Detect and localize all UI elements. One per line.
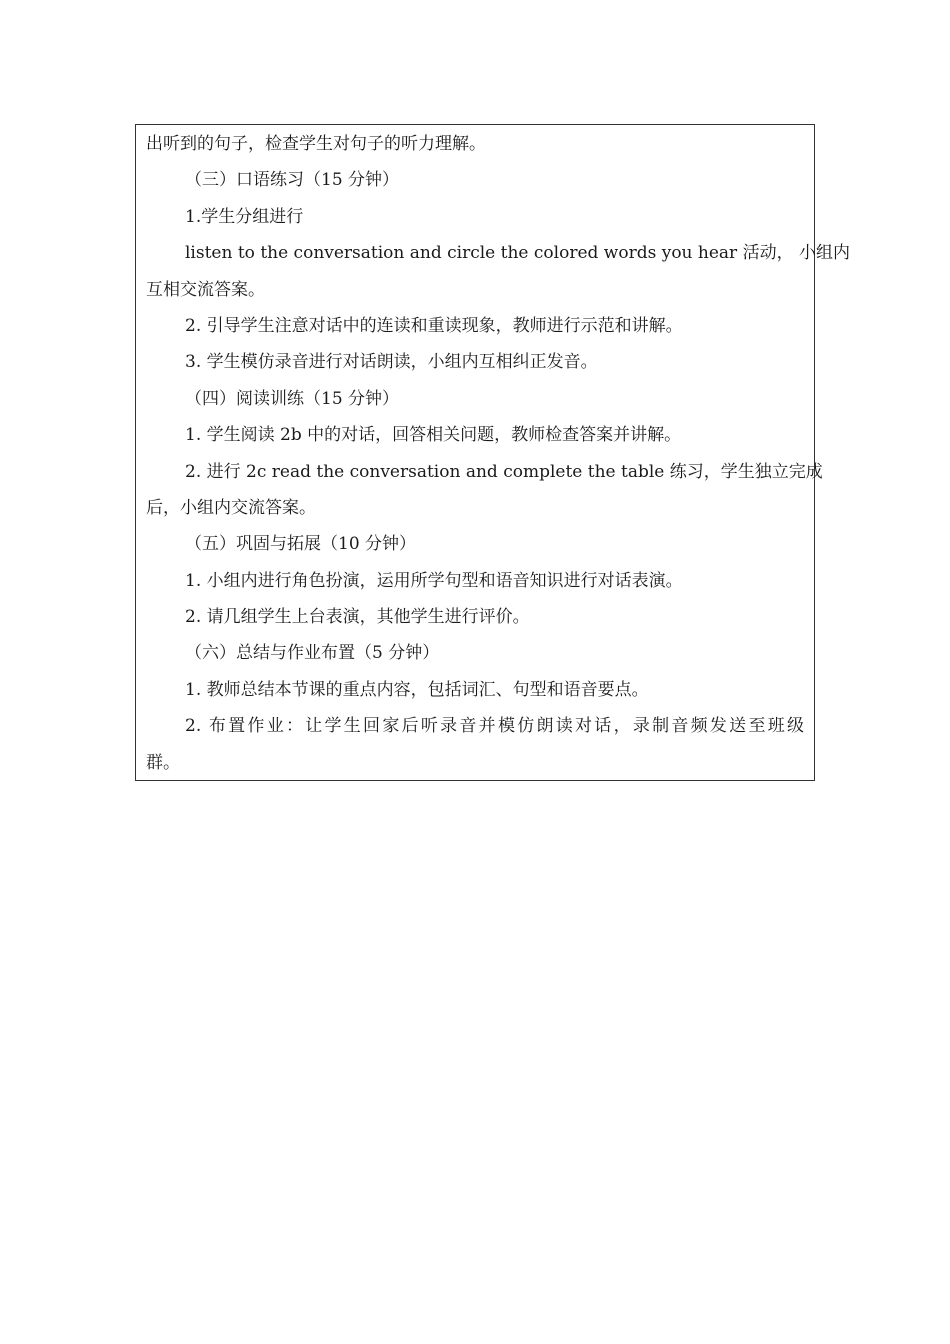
- paragraph-line: listen to the conversation and circle the colored words you hear 活动， 小组内: [185, 243, 850, 264]
- paragraph-line: 1. 学生阅读 2b 中的对话，回答相关问题，教师检查答案并讲解。: [185, 425, 682, 446]
- paragraph-line: 1. 小组内进行角色扮演，运用所学句型和语音知识进行对话表演。: [185, 570, 683, 591]
- paragraph-line: 后，小组内交流答案。: [146, 497, 316, 518]
- paragraph-line: 互相交流答案。: [146, 279, 265, 300]
- paragraph-line: 2. 进行 2c read the conversation and complete the table 练习，学生独立完成: [185, 461, 823, 482]
- paragraph-line: 2. 布置作业：让学生回家后听录音并模仿朗读对话，录制音频发送至班级: [185, 716, 804, 737]
- paragraph-line: 1.学生分组进行: [185, 206, 304, 227]
- paragraph-line: 3. 学生模仿录音进行对话朗读，小组内互相纠正发音。: [185, 352, 598, 373]
- section-heading-reading: （四）阅读训练（15 分钟）: [185, 388, 400, 409]
- paragraph-line: 群。: [146, 752, 180, 773]
- lesson-plan-table-cell: [135, 124, 850, 781]
- section-heading-summary: （六）总结与作业布置（5 分钟）: [185, 643, 440, 664]
- section-heading-speaking: （三）口语练习（15 分钟）: [185, 170, 400, 191]
- paragraph-line: 2. 引导学生注意对话中的连读和重读现象，教师进行示范和讲解。: [185, 315, 683, 336]
- paragraph-line: 1. 教师总结本节课的重点内容，包括词汇、句型和语音要点。: [185, 679, 649, 700]
- section-heading-consolidation: （五）巩固与拓展（10 分钟）: [185, 534, 417, 555]
- paragraph-line: 2. 请几组学生上台表演，其他学生进行评价。: [185, 607, 530, 628]
- paragraph-line: 出听到的句子，检查学生对句子的听力理解。: [146, 134, 486, 154]
